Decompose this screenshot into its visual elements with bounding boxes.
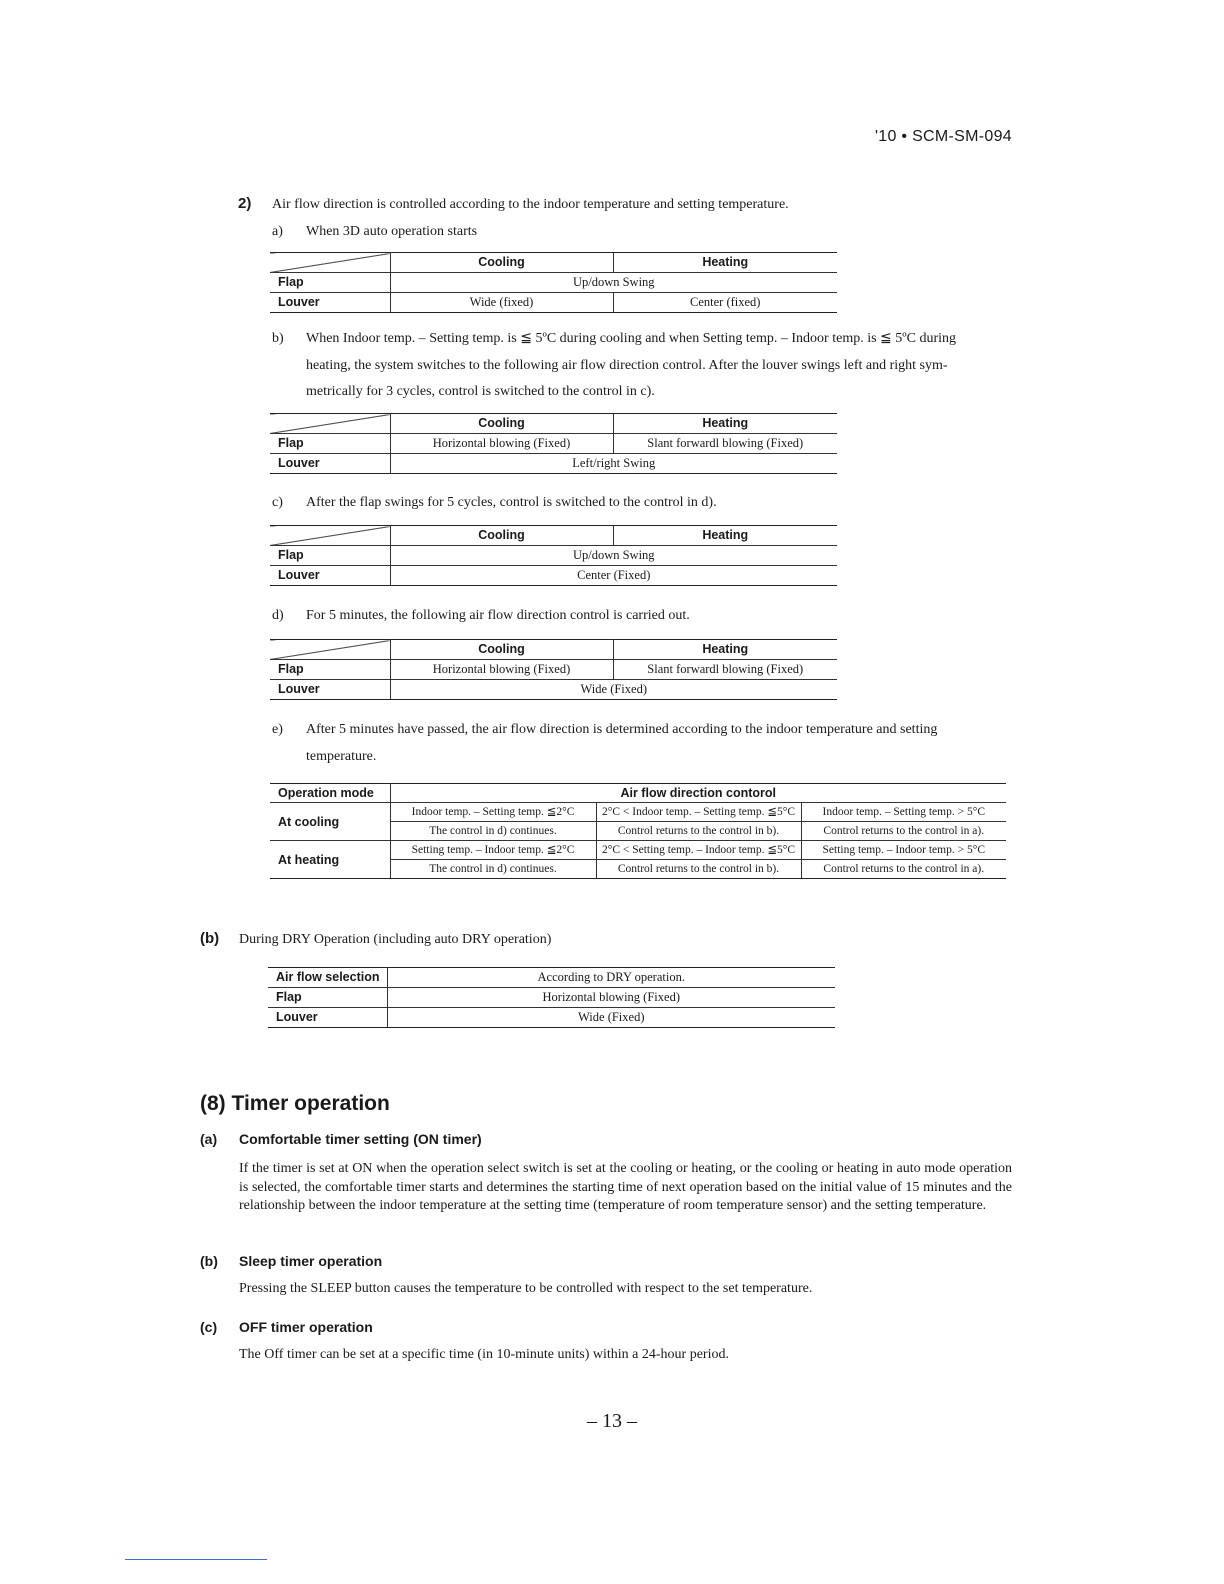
col-header-heating: Heating bbox=[613, 414, 837, 434]
table-cell: Control returns to the control in b). bbox=[596, 860, 801, 879]
item-intro: Air flow direction is controlled according to the indoor temperature and setting temperature. bbox=[272, 197, 789, 212]
sub-marker-a: a) bbox=[272, 224, 283, 239]
subsection-marker-a: (a) bbox=[200, 1131, 218, 1147]
item-marker: 2) bbox=[238, 195, 252, 212]
subsection-text-b: Pressing the SLEEP button causes the temperature to be controlled with respect to the set temperature. bbox=[239, 1281, 813, 1296]
sub-marker-c: c) bbox=[272, 495, 283, 510]
row-header-at-heating: At heating bbox=[270, 841, 390, 879]
table-cell: Horizontal blowing (Fixed) bbox=[390, 434, 613, 454]
row-header-louver: Louver bbox=[268, 1008, 387, 1028]
table-cell: Setting temp. – Indoor temp. > 5°C bbox=[801, 841, 1006, 860]
row-header-flap: Flap bbox=[270, 660, 390, 680]
table-corner bbox=[270, 414, 390, 434]
table-dry-operation bbox=[268, 967, 835, 1028]
col-header-cooling: Cooling bbox=[390, 526, 613, 546]
row-header-flap: Flap bbox=[270, 434, 390, 454]
row-header-flap: Flap bbox=[270, 546, 390, 566]
table-cell: Control returns to the control in b). bbox=[596, 822, 801, 841]
table-cell: Wide (Fixed) bbox=[387, 1008, 835, 1028]
table-cell: Slant forwardl blowing (Fixed) bbox=[613, 660, 837, 680]
col-header-cooling: Cooling bbox=[390, 414, 613, 434]
row-header-louver: Louver bbox=[270, 680, 390, 700]
sub-text-d: For 5 minutes, the following air flow direction control is carried out. bbox=[306, 608, 690, 623]
col-header-heating: Heating bbox=[613, 253, 837, 273]
table-cell: Indoor temp. – Setting temp. ≦2°C bbox=[390, 803, 596, 822]
sub-marker-d: d) bbox=[272, 608, 284, 623]
subsection-heading-c: OFF timer operation bbox=[239, 1319, 373, 1335]
page-number: – 13 – bbox=[587, 1410, 637, 1432]
table-cell: Horizontal blowing (Fixed) bbox=[387, 988, 835, 1008]
table-airflow-control bbox=[270, 783, 1006, 879]
table-cell: Wide (Fixed) bbox=[390, 680, 837, 700]
table-cell: Control returns to the control in a). bbox=[801, 822, 1006, 841]
table-cell: Horizontal blowing (Fixed) bbox=[390, 660, 613, 680]
col-header-cooling: Cooling bbox=[390, 640, 613, 660]
section-marker-b: (b) bbox=[200, 930, 220, 947]
row-header-flap: Flap bbox=[268, 988, 387, 1008]
sub-text-e-line1: After 5 minutes have passed, the air flow direction is determined according to the indoor temperature and setting bbox=[306, 722, 938, 737]
table-corner bbox=[270, 526, 390, 546]
sub-text-a: When 3D auto operation starts bbox=[306, 224, 478, 239]
table-3d-auto-start bbox=[270, 252, 837, 313]
table-cell: 2°C < Setting temp. – Indoor temp. ≦5°C bbox=[596, 841, 801, 860]
table-cell: Wide (fixed) bbox=[390, 293, 613, 313]
row-header-louver: Louver bbox=[270, 293, 390, 313]
table-cell: Center (Fixed) bbox=[390, 566, 837, 586]
table-flap-swing bbox=[270, 525, 837, 586]
sub-marker-b: b) bbox=[272, 331, 284, 346]
sub-text-b-line3: metrically for 3 cycles, control is switched to the control in c). bbox=[306, 384, 655, 399]
sub-text-e-line2: temperature. bbox=[306, 749, 377, 764]
subsection-marker-b: (b) bbox=[200, 1253, 218, 1269]
sub-text-b-line2: heating, the system switches to the following air flow direction control. After the louver swings left and right sym- bbox=[306, 358, 948, 373]
subsection-text-c: The Off timer can be set at a specific time (in 10-minute units) within a 24-hour period. bbox=[239, 1347, 729, 1362]
subsection-heading-a: Comfortable timer setting (ON timer) bbox=[239, 1131, 482, 1147]
table-cell: Up/down Swing bbox=[390, 546, 837, 566]
row-header-flap: Flap bbox=[270, 273, 390, 293]
document-code: '10 • SCM-SM-094 bbox=[874, 128, 1012, 145]
table-cell: Control returns to the control in a). bbox=[801, 860, 1006, 879]
row-header-at-cooling: At cooling bbox=[270, 803, 390, 841]
section-b-text: During DRY Operation (including auto DRY operation) bbox=[239, 932, 552, 947]
footnote-divider bbox=[125, 1559, 267, 1560]
row-header-louver: Louver bbox=[270, 454, 390, 474]
table-cell: Indoor temp. – Setting temp. > 5°C bbox=[801, 803, 1006, 822]
table-cell: The control in d) continues. bbox=[390, 860, 596, 879]
row-header-airflow-selection: Air flow selection bbox=[268, 968, 387, 988]
subsection-marker-c: (c) bbox=[200, 1319, 218, 1335]
table-cell: Center (fixed) bbox=[613, 293, 837, 313]
section-title: (8) Timer operation bbox=[200, 1092, 390, 1115]
table-corner bbox=[270, 640, 390, 660]
table-corner bbox=[270, 253, 390, 273]
table-cell: Setting temp. – Indoor temp. ≦2°C bbox=[390, 841, 596, 860]
row-header-louver: Louver bbox=[270, 566, 390, 586]
sub-text-c: After the flap swings for 5 cycles, control is switched to the control in d). bbox=[306, 495, 717, 510]
col-header-heating: Heating bbox=[613, 526, 837, 546]
subsection-heading-b: Sleep timer operation bbox=[239, 1253, 383, 1269]
table-cell: Slant forwardl blowing (Fixed) bbox=[613, 434, 837, 454]
table-cell: The control in d) continues. bbox=[390, 822, 596, 841]
sub-marker-e: e) bbox=[272, 722, 283, 737]
col-header-heating: Heating bbox=[613, 640, 837, 660]
table-five-minutes bbox=[270, 639, 837, 700]
table-louver-swing bbox=[270, 413, 837, 474]
col-header-operation-mode: Operation mode bbox=[270, 784, 390, 803]
table-cell: Left/right Swing bbox=[390, 454, 837, 474]
subsection-text-a: If the timer is set at ON when the operation select switch is set at the cooling or heating, or the cooling or heating in auto mode operation is selected, the comfortable timer starts and determines the starting time of next operation based on the initial value of 15 minutes and the relationship between the indoor temperature at the setting time (temperature of room temperature sensor) and the setting temperature. bbox=[239, 1161, 1012, 1213]
table-cell: Up/down Swing bbox=[390, 273, 837, 293]
col-header-cooling: Cooling bbox=[390, 253, 613, 273]
table-cell: 2°C < Indoor temp. – Setting temp. ≦5°C bbox=[596, 803, 801, 822]
col-header-airflow-control: Air flow direction contorol bbox=[390, 784, 1006, 803]
table-cell: According to DRY operation. bbox=[387, 968, 835, 988]
sub-text-b-line1: When Indoor temp. – Setting temp. is ≦ 5ºC during cooling and when Setting temp. – Indoor temp. is ≦ 5ºC during bbox=[306, 331, 957, 346]
